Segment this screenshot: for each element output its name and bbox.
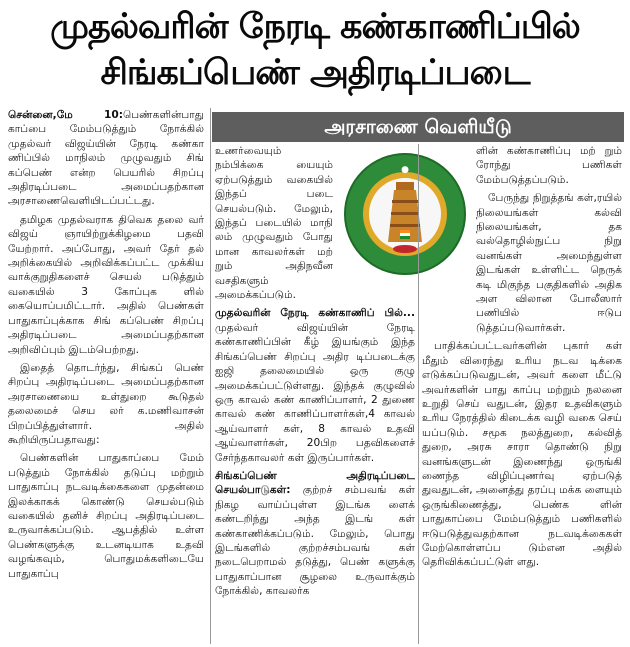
paragraph: பெண்களின் பாதுகாப்பை மேம் படுத்தும் நோக்கில் தடுப்பு மற்றும் பாதுகாப்பு நடவடிக்கைகளை முதன்மை இலக்காகக் கொண்டு செயல்படும் வகையில் தனிச் சிறப்பு அதிரடிப்படை உருவாக்கப்படும். ஆபத்தில் உள்ள பெண்களுக்கு உடனடியாக உதவி வழங்கவும், பொதுமக்களிடையே பாதுகாப்பு <box>8 452 204 580</box>
paragraph: பாதிக்கப்பட்டவர்களின் புகார் கள் மீதும் விரைந்து உரிய நடவ டிக்கை எடுக்கப்படுவதுடன், அவர் களை மீட்டு அவர்களின் பாது காப்பு மற்றும் நலனை உறுதி செய் வதுடன், இதர உதவிகளும் உரிய நேரத்தில் கிடைக்க வழி வகை செய் யப்படும். சமூக நலத்துறை, கல்வித் துறை, அரசு சாரா தொண்டு நிறு வனங்களுடன் இணைந்து ஒருங்கி ணைந்த விழிப்புணர்வு ஏற்படுத் துவதுடன், அனைத்து தரப்பு மக்க ளையும் ஒருங்கிணைத்து, பெண்க ளின் பாதுகாப்பை மேம்படுத்தும் பணிகளில் ஈடுபடுத்துவதற்கான நடவடிக்கைகள் மேற்கொள்ளப்ப டும்என அதில் தெரிவிக்கப்பட்டுள் ளது. <box>422 340 622 569</box>
article-column-1 <box>8 108 204 585</box>
subheading: சிங்கப்பெண் அதிரடிப்படை செயல்பாடுகள்: <box>215 469 415 497</box>
dateline: சென்னை,மே 10: <box>8 109 124 121</box>
paragraph: உணர்வையும் நம்பிக்கை யையும் ஏற்படுத்தும் வகையில் இந்தப் படை செயல்படும். மேலும், இந்தப் படையில் மாநி லம் முழுவதும் போது மான காவலர்கள் மற் றும் அதிநவீன வசதிகளும் அமைக்கப்படும். <box>215 145 333 302</box>
paragraph: தமிழக முதல்வராக திவெக தலை வர் விஜய் ஞாயிற்றுக்கிழமை பதவி யேற்றார். அப்போது, அவர் தேர் தல் அறிக்கையில் அறிவிக்கப்பட்ட முக்கிய வாக்குறுதிகளைச் செயல் படுத்தும் வகையில் 3 கோப்புக ளில் கையொப்பமிட்டார். அதில் பெண்கள் பாதுகாப்புக்காக சிங் கப்பெண் சிறப்பு அதிரடிப்படை அமைப்பதற்கான அறிவிப்பும் இடம்பெற்றது. <box>8 213 204 356</box>
svg-text:●: ● <box>401 165 409 175</box>
paragraph-text: பெண்களின்பாது காப்பை மேம்படுத்தும் நோக்கில் முதல்வர் விஜய்யின் நேரடி கண்கா ணிப்பில் மாநிலம் முழுவதும் சிங் கப்பெண் என்ற பெயரில் சிறப்பு அதிரடிப்படை அமைப்பதற்கான அரசாணைவெளியிடப்பட்டது. <box>8 109 204 208</box>
column-divider <box>418 144 419 644</box>
paragraph-text: முதல்வர் விஜய்யின் நேரடி கண்காணிப்பின் கீழ் இயங்கும் இந்த சிங்கப்பெண் சிறப்பு அதிர டிப்படைக்கு ஐஜி தலைமையில் ஒரு குழு அமைக்கப்பட்டுள்ளது. இந்தக் குழுவில் ஒரு காவல் கண் காணிப்பாளர், 2 துணை காவல் கண் காணிப்பாளர்கள்,4 காவல் ஆய்வாளர் கள், 8 காவல் உதவி ஆய்வாளர்கள், 20பிற பதவிகளைச் சேர்ந்தகாவலர் கள் இருப்பார்கள். <box>215 321 415 464</box>
paragraph: ளின் கண்காணிப்பு மற் றும் ரோந்து பணிகள் மேம்படுத்தப்படும். <box>476 145 622 186</box>
paragraph <box>215 469 415 599</box>
headline-line-2: சிங்கப்பெண் அதிரடிப்படை <box>100 53 530 93</box>
paragraph: இதைத் தொடர்ந்து, சிங்கப் பெண் சிறப்பு அதிரடிப்படை அமைப்பதற்கான அரசாணையை உள்துறை கூடுதல் தலைமைச் செய லர் க.மணிவாசன் பிறப்பித்துள்ளார். அதில் கூறியிருப்பதாவது: <box>8 361 204 446</box>
paragraph-text: குற்றச் சம்பவங் கள் நிகழ வாய்ப்புள்ள இடங்க ளைக் கண்டறிந்து அந்த இடங் கள் கண்காணிக்கப்படும். மேலும், பொது இடங்களில் குற்றச்சம்பவங் கள் நடைபெறாமல் தடுத்து, பெண் களுக்கு பாதுகாப்பான சூழலை உருவாக்கும் நோக்கில், காவலர்க <box>215 484 415 598</box>
paragraph <box>8 108 204 209</box>
section-banner: அரசாணை வெளியீடு <box>212 112 624 142</box>
headline <box>0 4 630 96</box>
headline-line-1: முதல்வரின் நேரடி கண்காணிப்பில் <box>50 7 580 47</box>
subheading: முதல்வரின் நேரடி கண்காணிப் பில்... <box>215 307 415 320</box>
paragraph: பேருந்து நிறுத்தங் கள்,ரயில் நிலையங்கள் கல்வி நிலையங்கள், தக வல்தொழில்நுட்ப நிறு வனங்கள் அமைந்துள்ள இடங்கள் உள்ளிட்ட நெருக் கடி மிகுந்த பகுதிகளில் அதிக அள விலான போலீஸார் பணியில் ஈடுப டுத்தப்படுவார்கள். <box>476 192 622 334</box>
paragraph <box>215 306 415 464</box>
tamil-nadu-emblem-icon <box>340 150 470 278</box>
column-divider <box>210 108 211 644</box>
